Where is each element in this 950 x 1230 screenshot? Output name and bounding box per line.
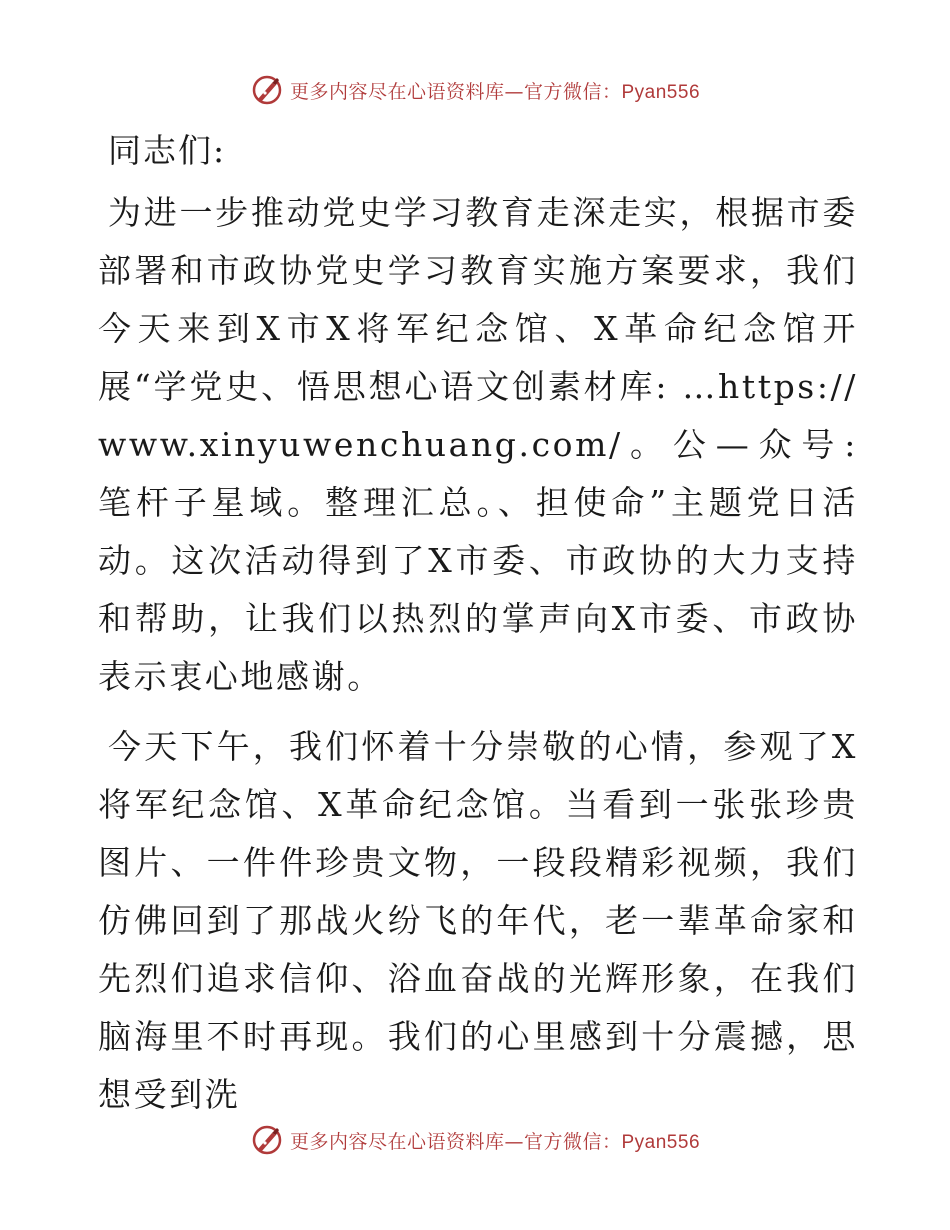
footer-watermark xyxy=(0,1118,950,1162)
pen-logo-icon xyxy=(250,1123,284,1157)
header-brand-handle: Pyan556 xyxy=(621,81,701,103)
pen-logo-icon xyxy=(250,73,284,107)
document-body xyxy=(98,122,858,1136)
header-brand-text: 更多内容尽在心语资料库—官方微信：Pyan556 xyxy=(289,80,701,103)
footer-brand-handle: Pyan556 xyxy=(621,1131,701,1153)
salutation: 同志们: xyxy=(108,131,227,170)
footer-brand-text: 更多内容尽在心语资料库—官方微信：Pyan556 xyxy=(289,1130,701,1153)
paragraph-1: 为进一步推动党史学习教育走深走实，根据市委部署和市政协党史学习教育实施方案要求，我们今天来到X市X将军纪念馆、X革命纪念馆开展“学党史、悟思想心语文创素材库: …https://www.xinyuwenchuang.com/。公—众号: 笔杆子星域。整理汇总。、担使命”主题党日活动。这次活动得到了X市委、市政协的大力支持和帮助，让我们以热烈的掌声向X市委、市政协表示衷心地感谢。 xyxy=(98,193,858,696)
paragraph-2: 今天下午，我们怀着十分崇敬的心情，参观了X将军纪念馆、X革命纪念馆。当看到一张张珍贵图片、一件件珍贵文物，一段段精彩视频，我们仿佛回到了那战火纷飞的年代，老一辈革命家和先烈们追求信仰、浴血奋战的光辉形象，在我们脑海里不时再现。我们的心里感到十分震撼，思想受到洗 xyxy=(98,727,858,1114)
header-watermark xyxy=(0,68,950,112)
